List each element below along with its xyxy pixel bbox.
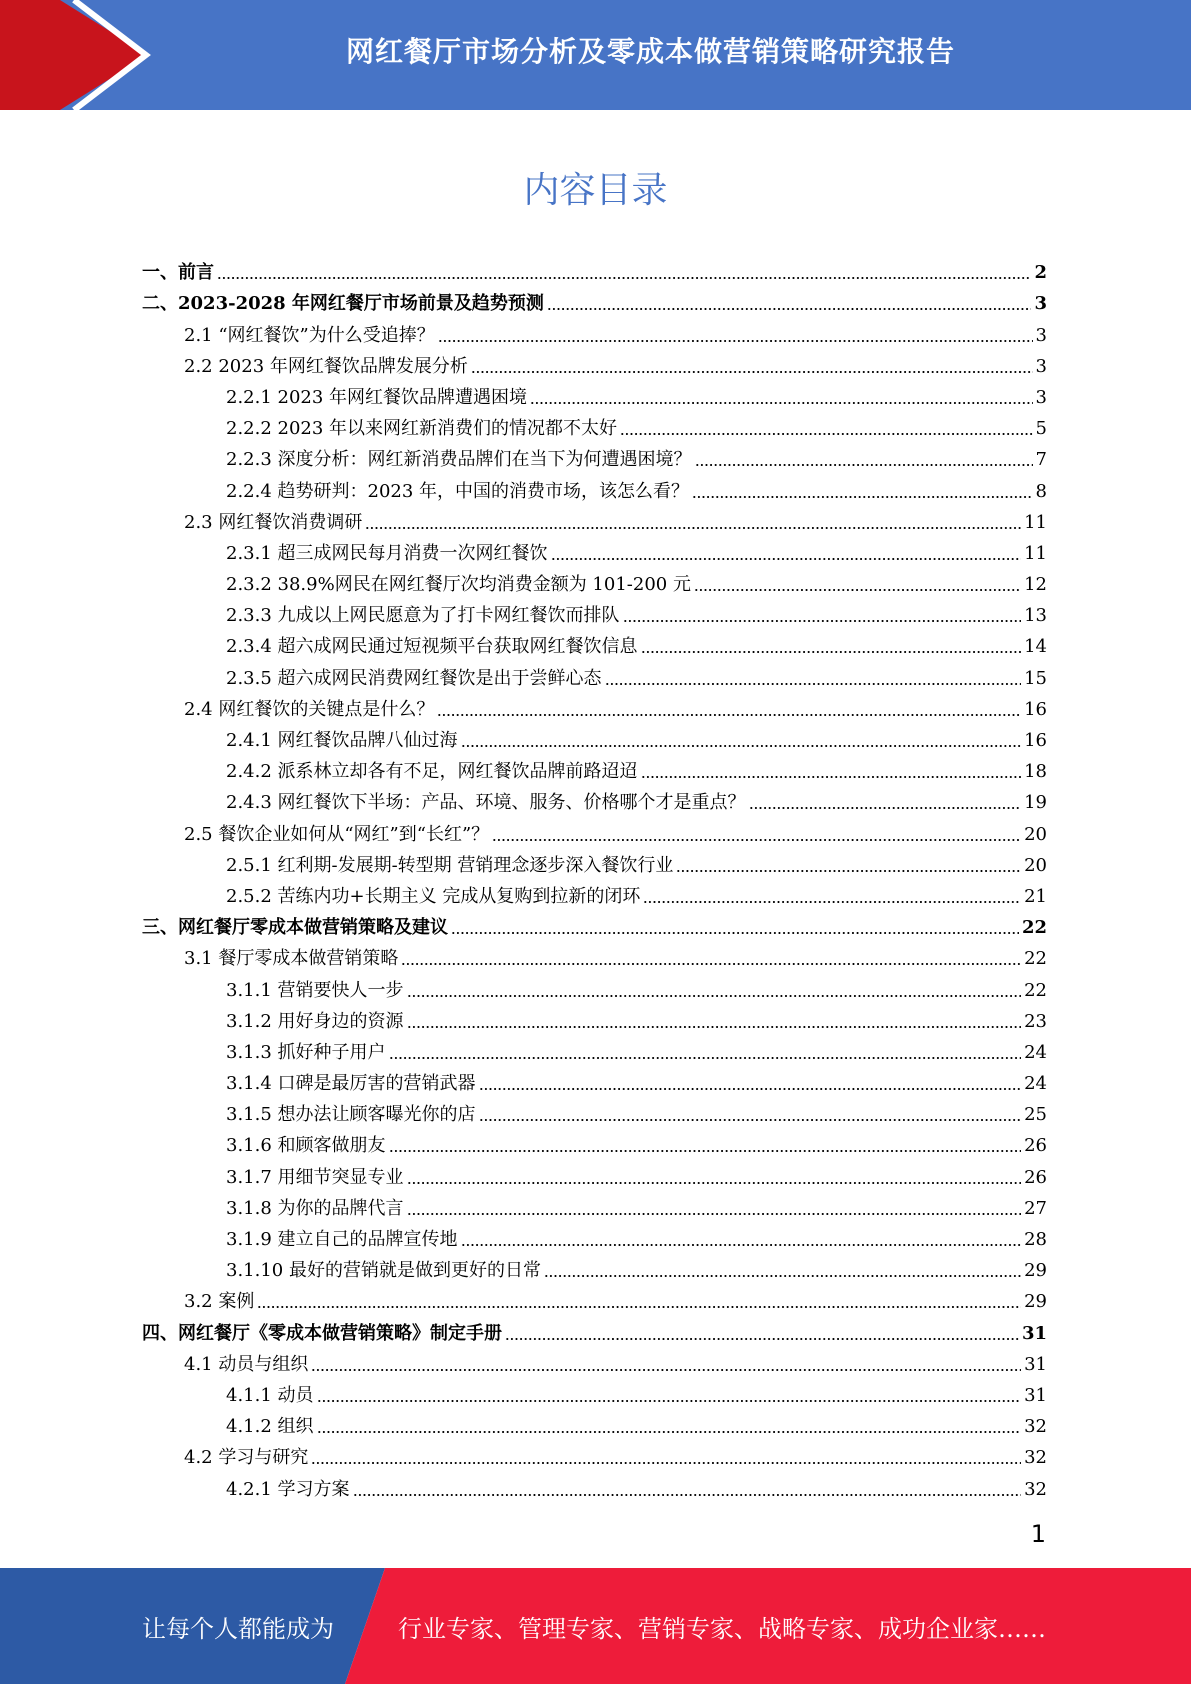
toc-entry-page: 29 xyxy=(1024,1291,1047,1313)
toc-dot-leader xyxy=(407,1211,1022,1217)
toc-entry-title: 4.1.1 动员 xyxy=(226,1384,314,1406)
toc-entry-title: 2.2.4 趋势研判：2023 年，中国的消费市场，该怎么看？ xyxy=(226,480,690,502)
footer-slogan: 让每个人都能成为 xyxy=(142,1614,334,1643)
footer-tagline: 行业专家、管理专家、营销专家、战略专家、成功企业家…… xyxy=(398,1614,1046,1643)
toc-entry[interactable] xyxy=(142,1314,1047,1345)
toc-entry-title: 3.1.1 营销要快人一步 xyxy=(226,979,404,1001)
toc-entry[interactable] xyxy=(142,628,1047,659)
toc-entry[interactable] xyxy=(142,1221,1047,1252)
toc-entry-title: 4.1.2 组织 xyxy=(226,1416,314,1438)
toc-entry-page: 26 xyxy=(1024,1166,1047,1188)
toc-dot-leader xyxy=(407,1180,1022,1186)
toc-entry[interactable] xyxy=(142,1252,1047,1283)
toc-entry-title: 3.1.8 为你的品牌代言 xyxy=(226,1197,404,1219)
toc-entry[interactable] xyxy=(142,285,1047,316)
toc-dot-leader xyxy=(605,681,1022,687)
toc-entry-title: 3.2 案例 xyxy=(184,1291,255,1313)
toc-entry[interactable] xyxy=(142,1283,1047,1314)
toc-entry[interactable] xyxy=(142,971,1047,1002)
toc-entry-page: 3 xyxy=(1035,355,1047,377)
toc-dot-leader xyxy=(317,1429,1022,1435)
toc-dot-leader xyxy=(505,1336,1019,1342)
toc-entry-title: 2.2.2 2023 年以来网红新消费们的情况都不太好 xyxy=(226,418,618,440)
toc-entry[interactable] xyxy=(142,379,1047,410)
toc-entry-page: 3 xyxy=(1035,386,1047,408)
toc-entry-title: 4.2 学习与研究 xyxy=(184,1447,309,1469)
document-title: 网红餐厅市场分析及零成本做营销策略研究报告 xyxy=(345,35,955,68)
toc-dot-leader xyxy=(643,899,1021,905)
toc-entry-page: 23 xyxy=(1024,1010,1047,1032)
toc-entry-page: 7 xyxy=(1035,449,1047,471)
toc-dot-leader xyxy=(620,431,1032,437)
toc-entry-title: 3.1.3 抓好种子用户 xyxy=(226,1041,386,1063)
toc-entry-title: 4.1 动员与组织 xyxy=(184,1353,309,1375)
toc-entry-title: 一、前言 xyxy=(142,262,214,284)
toc-entry[interactable] xyxy=(142,504,1047,535)
toc-entry-page: 25 xyxy=(1024,1104,1047,1126)
toc-dot-leader xyxy=(544,1273,1021,1279)
toc-dot-leader xyxy=(311,1460,1021,1466)
toc-entry[interactable] xyxy=(142,1065,1047,1096)
toc-entry-title: 3.1.10 最好的营销就是做到更好的日常 xyxy=(226,1260,541,1282)
toc-entry[interactable] xyxy=(142,597,1047,628)
toc-entry[interactable] xyxy=(142,659,1047,690)
toc-dot-leader xyxy=(461,743,1022,749)
toc-entry-page: 3 xyxy=(1035,324,1047,346)
toc-dot-leader xyxy=(623,618,1022,624)
toc-entry[interactable] xyxy=(142,410,1047,441)
toc-dot-leader xyxy=(257,1304,1021,1310)
toc-dot-leader xyxy=(676,868,1021,874)
toc-entry-title: 3.1.7 用细节突显专业 xyxy=(226,1166,404,1188)
toc-entry-page: 32 xyxy=(1024,1447,1047,1469)
toc-entry-title: 3.1.5 想办法让顾客曝光你的店 xyxy=(226,1104,476,1126)
toc-entry-page: 24 xyxy=(1024,1073,1047,1095)
toc-entry[interactable] xyxy=(142,753,1047,784)
toc-entry-title: 2.3.4 超六成网民通过短视频平台获取网红餐饮信息 xyxy=(226,636,638,658)
toc-entry-title: 2.4.1 网红餐饮品牌八仙过海 xyxy=(226,730,458,751)
toc-entry[interactable] xyxy=(142,878,1047,909)
toc-entry-page: 31 xyxy=(1021,1322,1047,1344)
toc-entry-title: 2.1 “网红餐饮”为什么受追捧？ xyxy=(184,324,435,346)
toc-entry-title: 3.1.6 和顾客做朋友 xyxy=(226,1135,386,1157)
toc-entry[interactable] xyxy=(142,1408,1047,1439)
toc-entry-page: 32 xyxy=(1024,1478,1047,1500)
toc-entry[interactable] xyxy=(142,691,1047,722)
toc-entry-title: 2.4.2 派系林立却各有不足，网红餐饮品牌前路迢迢 xyxy=(226,761,638,783)
toc-entry-title: 二、2023-2028 年网红餐厅市场前景及趋势预测 xyxy=(142,293,544,315)
toc-dot-leader xyxy=(451,930,1019,936)
toc-entry-page: 12 xyxy=(1024,574,1047,596)
toc-entry-page: 26 xyxy=(1024,1135,1047,1157)
toc-entry-page: 29 xyxy=(1024,1260,1047,1282)
toc-entry-title: 2.5.1 红利期-发展期-转型期 营销理念逐步深入餐饮行业 xyxy=(226,854,674,876)
toc-dot-leader xyxy=(438,338,1033,344)
toc-dot-leader xyxy=(389,1055,1022,1061)
toc-dot-leader xyxy=(407,1024,1022,1030)
toc-entry-title: 2.3.3 九成以上网民愿意为了打卡网红餐饮而排队 xyxy=(226,605,620,627)
toc-entry[interactable] xyxy=(142,1377,1047,1408)
toc-heading: 内容目录 xyxy=(523,170,668,211)
page-number: 1 xyxy=(1030,1520,1046,1548)
toc-entry-page: 11 xyxy=(1024,542,1047,564)
toc-entry-page: 2 xyxy=(1034,262,1047,284)
toc-entry-title: 4.2.1 学习方案 xyxy=(226,1478,350,1500)
toc-entry-title: 2.2.1 2023 年网红餐饮品牌遭遇困境 xyxy=(226,386,528,408)
toc-entry-title: 2.3.1 超三成网民每月消费一次网红餐饮 xyxy=(226,542,548,564)
toc-entry-page: 16 xyxy=(1024,698,1047,720)
toc-entry-page: 15 xyxy=(1024,667,1047,689)
toc-dot-leader xyxy=(217,275,1031,281)
toc-entry[interactable] xyxy=(142,1003,1047,1034)
toc-entry-page: 31 xyxy=(1024,1384,1047,1406)
toc-entry[interactable] xyxy=(142,784,1047,815)
toc-entry-page: 28 xyxy=(1024,1229,1047,1250)
toc-dot-leader xyxy=(479,1117,1022,1123)
toc-entry-page: 16 xyxy=(1024,730,1047,751)
toc-dot-leader xyxy=(311,1367,1021,1373)
toc-dot-leader xyxy=(389,1148,1022,1154)
toc-entry-page: 11 xyxy=(1024,511,1047,533)
toc-entry[interactable] xyxy=(142,1127,1047,1158)
toc-entry-title: 2.3.2 38.9%网民在网红餐厅次均消费金额为 101-200 元 xyxy=(226,574,691,596)
toc-entry[interactable] xyxy=(142,1439,1047,1470)
toc-dot-leader xyxy=(641,649,1022,655)
toc-dot-leader xyxy=(641,774,1022,780)
toc-entry-page: 5 xyxy=(1035,418,1047,440)
toc-entry[interactable] xyxy=(142,1158,1047,1189)
toc-dot-leader xyxy=(695,462,1033,468)
toc-entry-title: 2.3.5 超六成网民消费网红餐饮是出于尝鲜心态 xyxy=(226,667,602,689)
toc-entry[interactable] xyxy=(142,472,1047,503)
toc-entry[interactable] xyxy=(142,909,1047,940)
toc-entry-title: 2.4 网红餐饮的关键点是什么？ xyxy=(184,698,435,720)
toc-dot-leader xyxy=(530,400,1032,406)
toc-dot-leader xyxy=(461,1242,1022,1248)
toc-entry-page: 31 xyxy=(1024,1353,1047,1375)
toc-entry-page: 13 xyxy=(1024,605,1047,627)
toc-entry-page: 24 xyxy=(1024,1041,1047,1063)
toc-dot-leader xyxy=(492,837,1021,843)
toc-dot-leader xyxy=(749,805,1022,811)
toc-entry-page: 18 xyxy=(1024,761,1047,783)
toc-dot-leader xyxy=(437,712,1021,718)
toc-entry-title: 2.2.3 深度分析：网红新消费品牌们在当下为何遭遇困境？ xyxy=(226,449,692,471)
toc-entry-page: 3 xyxy=(1034,293,1047,315)
toc-entry[interactable] xyxy=(142,566,1047,597)
toc-entry-page: 21 xyxy=(1024,885,1047,907)
toc-entry-page: 27 xyxy=(1024,1197,1047,1219)
toc-entry-title: 四、网红餐厅《零成本做营销策略》制定手册 xyxy=(142,1322,502,1344)
toc-entry-title: 三、网红餐厅零成本做营销策略及建议 xyxy=(142,917,448,939)
toc-entry[interactable] xyxy=(142,1096,1047,1127)
toc-dot-leader xyxy=(317,1398,1022,1404)
toc-entry-page: 20 xyxy=(1024,823,1047,845)
toc-entry-page: 32 xyxy=(1024,1416,1047,1438)
toc-entry[interactable] xyxy=(142,815,1047,846)
toc-dot-leader xyxy=(353,1492,1022,1498)
toc-entry-page: 22 xyxy=(1021,917,1047,939)
toc-entry[interactable] xyxy=(142,847,1047,878)
toc-entry[interactable] xyxy=(142,1346,1047,1377)
toc-dot-leader xyxy=(407,993,1022,999)
toc-entry-title: 3.1 餐厅零成本做营销策略 xyxy=(184,948,399,970)
toc-entry-page: 8 xyxy=(1035,480,1047,502)
toc-entry[interactable] xyxy=(142,254,1047,285)
toc-entry-page: 14 xyxy=(1024,636,1047,658)
header-banner xyxy=(0,0,1191,110)
toc-dot-leader xyxy=(547,306,1032,312)
footer-banner xyxy=(0,1568,1191,1684)
toc-dot-leader xyxy=(551,556,1022,562)
toc-entry[interactable] xyxy=(142,441,1047,472)
toc-entry[interactable] xyxy=(142,940,1047,971)
toc-entry-page: 22 xyxy=(1024,948,1047,970)
toc-entry[interactable] xyxy=(142,348,1047,379)
table-of-contents xyxy=(142,254,1047,1502)
toc-entry[interactable] xyxy=(142,1034,1047,1065)
toc-entry-page: 22 xyxy=(1024,979,1047,1001)
toc-entry[interactable] xyxy=(142,1190,1047,1221)
toc-entry-page: 19 xyxy=(1024,792,1047,814)
toc-entry-page: 20 xyxy=(1024,854,1047,876)
toc-entry-title: 2.5.2 苦练内功+长期主义 完成从复购到拉新的闭环 xyxy=(226,885,641,907)
toc-entry-title: 3.1.2 用好身边的资源 xyxy=(226,1010,404,1032)
toc-dot-leader xyxy=(692,494,1032,500)
toc-entry-title: 2.3 网红餐饮消费调研 xyxy=(184,511,363,533)
toc-entry-title: 3.1.9 建立自己的品牌宣传地 xyxy=(226,1229,458,1250)
toc-dot-leader xyxy=(479,1086,1022,1092)
toc-entry-title: 2.2 2023 年网红餐饮品牌发展分析 xyxy=(184,355,468,377)
toc-dot-leader xyxy=(471,369,1033,375)
toc-entry[interactable] xyxy=(142,535,1047,566)
toc-entry-title: 3.1.4 口碑是最厉害的营销武器 xyxy=(226,1073,476,1095)
toc-dot-leader xyxy=(401,961,1021,967)
toc-entry-title: 2.4.3 网红餐饮下半场：产品、环境、服务、价格哪个才是重点？ xyxy=(226,792,746,814)
toc-entry[interactable] xyxy=(142,1470,1047,1501)
toc-entry[interactable] xyxy=(142,722,1047,753)
toc-dot-leader xyxy=(694,587,1021,593)
toc-dot-leader xyxy=(365,525,1021,531)
toc-entry-title: 2.5 餐饮企业如何从“网红”到“长红”？ xyxy=(184,823,490,845)
toc-entry[interactable] xyxy=(142,316,1047,347)
